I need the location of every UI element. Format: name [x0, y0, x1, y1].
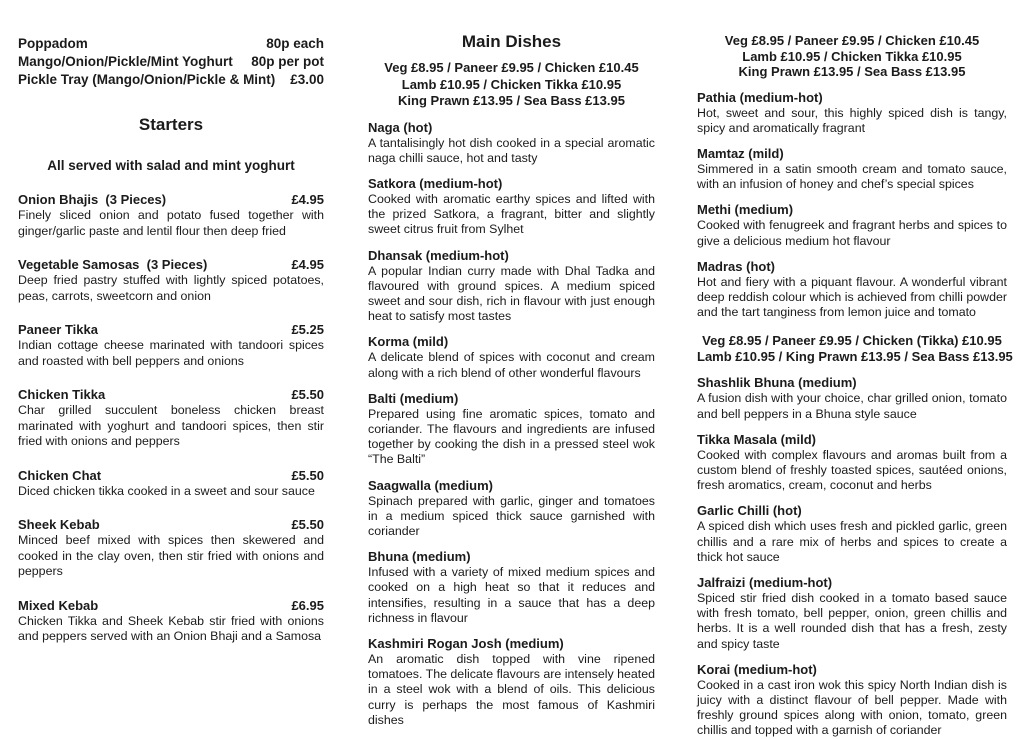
price-line: Veg £8.95 / Paneer £9.95 / Chicken (Tikka) £10.95: [702, 333, 1002, 349]
item-description: Spinach prepared with garlic, ginger and tomatoes in a medium spiced thick sauce garnished with coriander: [368, 493, 655, 538]
item-name: Shashlik Bhuna (medium): [697, 375, 857, 391]
item-description: A tantalisingly hot dish cooked in a special aromatic naga chilli sauce, hot and tasty: [368, 135, 655, 165]
item-description: Chicken Tikka and Sheek Kebab stir fried with onions and peppers served with an Onion Bhaji and a Samosa: [18, 613, 324, 643]
price-line: King Prawn £13.95 / Sea Bass £13.95: [738, 64, 966, 79]
item-name: Sheek Kebab: [18, 517, 100, 532]
item-name: Mamtaz (mild): [697, 145, 784, 161]
menu-item: [368, 636, 655, 728]
starters-column: [18, 0, 324, 645]
item-name: Bhuna (medium): [368, 549, 471, 565]
item-description: Simmered in a satin smooth cream and tomato sauce, with an infusion of honey and chef’s special spices: [697, 161, 1007, 192]
item-name: Pickle Tray (Mango/Onion/Pickle & Mint): [18, 72, 276, 87]
menu-item-header: [697, 575, 1007, 591]
menu-item: [18, 517, 324, 580]
price-line: Lamb £10.95 / Chicken Tikka £10.95: [401, 76, 622, 92]
item-price: £4.95: [291, 257, 324, 272]
item-description: Finely sliced onion and potato fused together with ginger/garlic paste and lentil flour then deep fried: [18, 208, 324, 238]
item-description: A delicate blend of spices with coconut and cream along with a rich blend of other wonderful flavours: [368, 350, 655, 380]
item-price: 80p per pot: [251, 54, 324, 69]
item-price: £4.95: [291, 192, 324, 207]
item-name: Pathia (medium-hot): [697, 89, 823, 105]
menu-item: [697, 90, 1007, 136]
item-price: £5.25: [291, 322, 324, 337]
menu-item: [368, 478, 655, 540]
menu-item: [697, 375, 1007, 421]
item-description: Prepared using fine aromatic spices, tomato and coriander. The flavours and ingredients are infused together by cooking the dish in a pressed steel wok “The Balti”: [368, 406, 655, 467]
item-description: Hot and fiery with a piquant flavour. A wonderful vibrant deep reddish colour which is achieved from chilli powder and the tart tanginess from lemon juice and tomato: [697, 274, 1007, 320]
item-description: A popular Indian curry made with Dhal Tadka and flavoured with ground spices. A medium spiced sweet and sour dish, rich in flavour with just enough heat to satisfy most tastes: [368, 263, 655, 324]
price-line: Lamb £10.95 / King Prawn £13.95 / Sea Bass £13.95: [697, 349, 1013, 365]
item-name: Kashmiri Rogan Josh (medium): [368, 635, 564, 651]
menu-item: [368, 176, 655, 238]
menu-item-header: [697, 503, 1007, 519]
item-name: Madras (hot): [697, 258, 775, 274]
menu-item: [18, 468, 324, 500]
menu-item: [697, 503, 1007, 565]
item-price: £6.95: [291, 597, 324, 613]
starters-list: [18, 192, 324, 645]
item-name: Korai (medium-hot): [697, 661, 817, 677]
menu-item: [368, 120, 655, 166]
menu-item-header: [697, 90, 1007, 106]
item-name: Chicken Tikka: [18, 387, 106, 402]
menu-item: [697, 146, 1007, 192]
item-price: £5.50: [291, 467, 324, 483]
menu-item-header: [18, 257, 324, 273]
menu-item-header: [18, 192, 324, 208]
menu-item-header: [368, 549, 655, 565]
main-dishes-price-block: [697, 33, 1007, 80]
item-description: Cooked with fenugreek and fragrant herbs and spices to give a delicious medium hot flavour: [697, 218, 1007, 248]
item-name: Korma (mild): [368, 334, 449, 350]
price-line: Lamb £10.95 / Chicken Tikka £10.95: [742, 48, 962, 64]
menu-item-header: [18, 598, 324, 614]
item-name: Naga (hot): [368, 119, 433, 135]
price-line: King Prawn £13.95 / Sea Bass £13.95: [398, 93, 625, 108]
specials-price-block: [697, 333, 1013, 365]
menu-item-header: [368, 334, 655, 350]
menu-item: [368, 549, 655, 626]
item-description: Indian cottage cheese marinated with tandoori spices and roasted with bell peppers and onions: [18, 338, 324, 368]
item-name: Saagwalla (medium): [368, 477, 493, 493]
sundries-list: [18, 35, 324, 89]
price-line: Veg £8.95 / Paneer £9.95 / Chicken £10.45: [384, 60, 639, 75]
item-description: Deep fried pastry stuffed with lightly spiced potatoes, peas, carrots, sweetcorn and onion: [18, 273, 324, 303]
sundry-item-row: [18, 71, 324, 89]
item-price: 80p each: [266, 36, 324, 51]
menu-item-header: [368, 176, 655, 192]
item-description: Cooked with complex flavours and aromas built from a custom blend of freshly toasted spices, sautéed onions, fresh aromatics, cream, coconut and herbs: [697, 447, 1007, 493]
item-name: Chicken Chat: [18, 467, 102, 483]
menu-item-header: [368, 636, 655, 652]
item-name: Mango/Onion/Pickle/Mint Yoghurt: [18, 54, 233, 69]
item-name: Balti (medium): [368, 390, 459, 406]
menu-item-header: [697, 662, 1007, 678]
starters-subtitle: All served with salad and mint yoghurt: [47, 158, 295, 173]
item-name: Satkora (medium-hot): [368, 175, 503, 191]
price-line: Veg £8.95 / Paneer £9.95 / Chicken £10.45: [724, 33, 980, 48]
menu-item: [368, 334, 655, 380]
item-description: A fusion dish with your choice, char grilled onion, tomato and bell peppers in a Bhuna style sauce: [697, 391, 1007, 421]
item-name: Tikka Masala (mild): [697, 431, 816, 447]
item-price: £5.50: [291, 517, 324, 532]
item-description: Hot, sweet and sour, this highly spiced dish is tangy, spicy and aromatically fragrant: [697, 105, 1007, 135]
item-description: Char grilled succulent boneless chicken breast marinated with yoghurt and tandoori spices, then stir fried with onions and peppers: [18, 403, 324, 448]
item-name: Poppadom: [18, 36, 88, 51]
menu-item-header: [18, 322, 324, 338]
menu-item-header: [368, 248, 655, 264]
item-description: Infused with a variety of mixed medium spices and cooked on a high heat so that it reduces and intensifies, resulting in a sauce that has a deep richness in flavour: [368, 565, 655, 625]
menu-item-header: [18, 468, 324, 484]
menu-item-header: [18, 517, 324, 533]
main-dishes-price-block: [368, 60, 655, 110]
specials-list: [697, 375, 1007, 738]
menu-item: [697, 662, 1007, 739]
sundry-item-row: [18, 35, 324, 53]
main-dishes-list: [368, 120, 655, 728]
menu-item: [18, 322, 324, 369]
starters-heading: Starters: [138, 115, 204, 134]
item-name: Paneer Tikka: [18, 322, 98, 337]
menu-item-header: [697, 375, 1007, 391]
menu-item-header: [368, 120, 655, 136]
menu-item-header: [697, 432, 1007, 448]
menu-item: [18, 257, 324, 304]
item-description: Minced beef mixed with spices then skewered and cooked in the clay oven, then stir fried with onions and peppers: [18, 533, 324, 578]
menu-item: [368, 248, 655, 325]
item-description: Diced chicken tikka cooked in a sweet and sour sauce: [18, 483, 315, 498]
main-dishes-column-2: [697, 0, 1013, 739]
item-price: £3.00: [290, 72, 324, 87]
item-name: Vegetable Samosas (3 Pieces): [18, 257, 208, 272]
main-dishes-column: [368, 0, 655, 728]
menu-item-header: [18, 387, 324, 403]
menu-item-header: [368, 478, 655, 494]
menu-item-header: [697, 146, 1007, 162]
main-dishes-list: [697, 90, 1007, 321]
item-description: Spiced stir fried dish cooked in a tomato based sauce with fresh tomato, bell pepper, onion, green chillis and herbs. It is a well rounded dish that has a fresh, zesty and spicy taste: [697, 590, 1007, 651]
menu-item: [368, 391, 655, 468]
item-description: An aromatic dish topped with vine ripened tomatoes. The delicate flavours are intensely heated in a steel wok with a blend of oils. This delicious curry is perhaps the most famous of Kashmiri dishes: [368, 651, 655, 727]
menu-item: [697, 259, 1007, 321]
menu-item-header: [368, 391, 655, 407]
menu-item: [697, 432, 1007, 494]
item-price: £5.50: [291, 387, 324, 402]
item-name: Jalfraizi (medium-hot): [697, 574, 833, 590]
item-name: Dhansak (medium-hot): [368, 247, 509, 263]
sundry-item-row: [18, 53, 324, 71]
menu-item: [18, 387, 324, 450]
main-dishes-heading: Main Dishes: [461, 32, 562, 51]
item-description: A spiced dish which uses fresh and pickled garlic, green chillis and a rare mix of herbs and spices to create a thick hot sauce: [697, 519, 1007, 564]
item-description: Cooked with aromatic earthy spices and lifted with the prized Satkora, a fragrant, bitter and slightly sweet citrus fruit from Sylhet: [368, 191, 655, 237]
item-description: Cooked in a cast iron wok this spicy North Indian dish is juicy with a distinct flavour of bell pepper. Made with freshly ground spices along with onion, tomato, green chillis and topped with a garnish of coriander: [697, 677, 1007, 738]
menu-item: [18, 192, 324, 239]
menu-item: [18, 598, 324, 645]
item-name: Garlic Chilli (hot): [697, 503, 802, 519]
item-name: Mixed Kebab: [18, 597, 99, 613]
item-name: Methi (medium): [697, 202, 794, 218]
menu-item-header: [697, 259, 1007, 275]
item-name: Onion Bhajis (3 Pieces): [18, 192, 167, 207]
menu-item: [697, 202, 1007, 248]
menu-item-header: [697, 202, 1007, 218]
menu-item: [697, 575, 1007, 652]
